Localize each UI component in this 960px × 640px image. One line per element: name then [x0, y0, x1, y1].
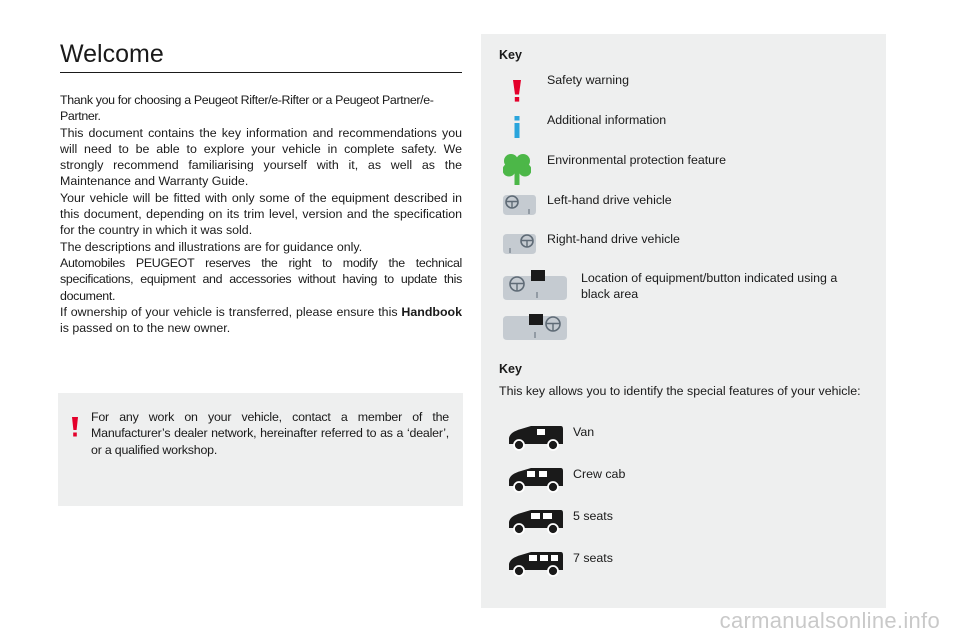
intro-line: Thank you for choosing a Peugeot Rifter/e-Rifter or a Peugeot Partner/e-Partner.: [60, 93, 434, 124]
watermark: carmanualsonline.info: [719, 608, 940, 633]
key-label-crew-cab: Crew cab: [573, 467, 626, 481]
key-panel: [481, 34, 886, 608]
rhd-dashboard-icon: [503, 232, 537, 256]
intro-line: The descriptions and illustrations are for guidance only.: [60, 239, 363, 254]
title-divider: [60, 72, 462, 73]
dashboard-black-area-icon: [503, 310, 567, 342]
intro-last-after: is passed on to the new owner.: [60, 321, 231, 336]
key-label-lhd: Left-hand drive vehicle: [547, 193, 672, 207]
key-heading-vehicle: Key: [499, 362, 522, 376]
key-label-van: Van: [573, 425, 595, 439]
seven-seats-icon: [507, 550, 565, 578]
page-title: Welcome: [60, 40, 164, 68]
key-label-info: Additional information: [547, 113, 667, 127]
warning-box: [58, 393, 463, 506]
exclamation-icon: [513, 80, 521, 102]
key-label-rhd: Right-hand drive vehicle: [547, 232, 680, 246]
intro-text: [60, 92, 462, 336]
info-icon: [513, 116, 521, 138]
five-seats-icon: [507, 508, 565, 536]
intro-line: Your vehicle will be fitted with only some of the equipment described in this document, depending on its trim level, version and the specification for the country in which it was sold.: [60, 190, 462, 238]
tree-icon: [503, 152, 531, 186]
key-heading: Key: [499, 48, 522, 62]
dashboard-black-area-icon: [503, 270, 567, 302]
handbook-bold: Handbook: [401, 304, 462, 319]
lhd-dashboard-icon: [503, 193, 537, 217]
warning-text: For any work on your vehicle, contact a member of the Manufacturer’s dealer network, hereinafter referred to as a ‘dealer’, or a qualified workshop.: [91, 410, 449, 457]
intro-line: Automobiles PEUGEOT reserves the right to modify the technical specifications, equipment and accessories without having to update this document.: [60, 255, 462, 303]
key-label-black-area: Location of equipment/button indicated using a black area: [581, 271, 838, 302]
key-label-5-seats: 5 seats: [573, 509, 613, 523]
intro-line: [60, 304, 462, 337]
intro-last-before: If ownership of your vehicle is transferred, please ensure this: [60, 304, 402, 319]
intro-line: This document contains the key information and recommendations you will need to be able to explore your vehicle in complete safety. We strongly recommend familiarising yourself with it, as well as the Maintenance and Warranty Guide.: [60, 125, 462, 189]
key-label-safety: Safety warning: [547, 73, 629, 87]
crew-cab-icon: [507, 466, 565, 494]
exclamation-icon: [72, 417, 78, 437]
van-icon: [507, 424, 565, 452]
key-label-7-seats: 7 seats: [573, 551, 613, 565]
key-vehicle-intro: This key allows you to identify the special features of your vehicle:: [499, 384, 861, 398]
key-label-environment: Environmental protection feature: [547, 153, 727, 167]
